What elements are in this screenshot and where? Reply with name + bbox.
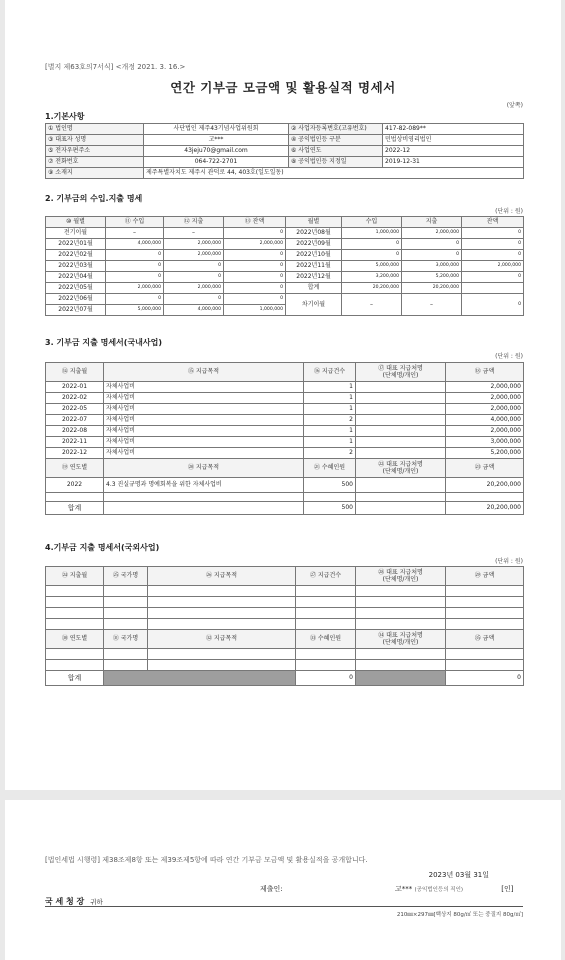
table-cell: 자체사업비 bbox=[104, 415, 304, 426]
column-header: ㉖ 지급목적 bbox=[148, 567, 296, 586]
overseas-unit: (단위 : 원) bbox=[495, 558, 523, 565]
total-row bbox=[46, 671, 524, 686]
submitter-signature bbox=[395, 884, 514, 894]
table-cell: 2,000,000 bbox=[402, 228, 462, 239]
table-cell: 4,000,000 bbox=[446, 415, 524, 426]
domestic-unit: (단위 : 원) bbox=[495, 353, 523, 360]
table-cell: 20,200,000 bbox=[402, 283, 462, 294]
empty-cell bbox=[104, 649, 148, 660]
table-cell: 합계 bbox=[286, 283, 342, 294]
table-row bbox=[46, 597, 524, 608]
table-cell: 2022-05 bbox=[46, 404, 104, 415]
table-cell: 0 bbox=[224, 294, 286, 305]
table-cell: 0 bbox=[224, 272, 286, 283]
column-header: ⑩ 월별 bbox=[46, 217, 106, 228]
table-cell: 고*** bbox=[144, 135, 289, 146]
submitter-name: 고*** bbox=[395, 885, 413, 893]
header-line: ㉒ 대표 지급처명 bbox=[378, 461, 423, 468]
table-cell: – bbox=[106, 228, 164, 239]
empty-cell bbox=[446, 660, 524, 671]
table-cell: – bbox=[164, 228, 224, 239]
table-cell: 20,200,000 bbox=[446, 478, 524, 493]
table-cell: 자체사업비 bbox=[104, 448, 304, 459]
table-cell: 2,000,000 bbox=[446, 426, 524, 437]
table-cell bbox=[356, 382, 446, 393]
table-row bbox=[46, 250, 524, 261]
table-cell: 064-722-2701 bbox=[144, 157, 289, 168]
empty-cell bbox=[296, 608, 356, 619]
recipient-name: 국 세 청 장 bbox=[45, 897, 85, 906]
table-cell: 0 bbox=[446, 671, 524, 686]
table-cell: 2022년11월 bbox=[286, 261, 342, 272]
column-header: ㉕ 국가명 bbox=[104, 567, 148, 586]
empty-cell bbox=[356, 671, 446, 686]
column-header: ⑫ 지출 bbox=[164, 217, 224, 228]
table-cell: 0 bbox=[106, 294, 164, 305]
empty-cell bbox=[148, 649, 296, 660]
table-cell: 2,000,000 bbox=[446, 382, 524, 393]
table-cell: ⑨ 소재지 bbox=[46, 168, 144, 179]
empty-cell bbox=[46, 660, 104, 671]
header-line: (단체명/개인) bbox=[382, 468, 419, 475]
table-cell: 5,200,000 bbox=[402, 272, 462, 283]
table-cell: ③ 대표자 성명 bbox=[46, 135, 144, 146]
submitter-role: (공익법인등의 직인) bbox=[414, 887, 464, 893]
table-cell: 합계 bbox=[46, 502, 104, 515]
table-row bbox=[46, 649, 524, 660]
empty-cell bbox=[148, 660, 296, 671]
empty-cell bbox=[104, 597, 148, 608]
table-cell: 2022-01 bbox=[46, 382, 104, 393]
table-row bbox=[46, 124, 524, 135]
page-side-note: (앞쪽) bbox=[506, 102, 523, 109]
table-cell: ⑥ 사업연도 bbox=[289, 146, 383, 157]
table-cell: 0 bbox=[402, 250, 462, 261]
table-row bbox=[46, 586, 524, 597]
header-line: ㉘ 대표 지급처명 bbox=[378, 569, 423, 576]
empty-cell bbox=[356, 597, 446, 608]
column-header: 월별 bbox=[286, 217, 342, 228]
column-header: 잔액 bbox=[462, 217, 524, 228]
section-basic-title: 1.기본사항 bbox=[45, 112, 85, 121]
table-cell: 0 bbox=[462, 239, 524, 250]
empty-cell bbox=[46, 586, 104, 597]
table-cell: 0 bbox=[224, 250, 286, 261]
form-sheet-front bbox=[5, 0, 561, 790]
overseas-table bbox=[45, 566, 524, 686]
header-line: ㉞ 대표 지급처명 bbox=[378, 632, 423, 639]
document-title: 연간 기부금 모금액 및 활용실적 명세서 bbox=[170, 80, 396, 95]
table-cell: 0 bbox=[296, 671, 356, 686]
table-cell: 2,000,000 bbox=[164, 250, 224, 261]
table-cell: 4,000,000 bbox=[164, 305, 224, 316]
header-row bbox=[46, 630, 524, 649]
submission-date: 2023년 03월 31일 bbox=[428, 871, 489, 879]
income-unit: (단위 : 원) bbox=[495, 208, 523, 215]
table-cell: 3,000,000 bbox=[402, 261, 462, 272]
empty-cell bbox=[304, 493, 356, 502]
table-cell: 3,000,000 bbox=[446, 437, 524, 448]
table-row bbox=[46, 228, 524, 239]
empty-cell bbox=[356, 619, 446, 630]
table-cell: 2,000,000 bbox=[106, 283, 164, 294]
header-line: ⑰ 대표 지급처명 bbox=[378, 365, 423, 372]
table-cell: 2022-07 bbox=[46, 415, 104, 426]
table-cell: 합계 bbox=[46, 671, 104, 686]
table-cell: 2,000,000 bbox=[164, 283, 224, 294]
header-row bbox=[46, 363, 524, 382]
table-cell: 1,000,000 bbox=[224, 305, 286, 316]
empty-cell bbox=[296, 597, 356, 608]
empty-cell bbox=[46, 608, 104, 619]
table-cell: 2022년02월 bbox=[46, 250, 106, 261]
table-cell: 500 bbox=[304, 478, 356, 493]
table-cell: 자체사업비 bbox=[104, 393, 304, 404]
table-row bbox=[46, 272, 524, 283]
table-cell: 3,200,000 bbox=[342, 272, 402, 283]
table-cell bbox=[462, 283, 524, 294]
table-cell: 2022년09월 bbox=[286, 239, 342, 250]
column-header: ㉛ 국가명 bbox=[104, 630, 148, 649]
table-cell: 제주특별자치도 제주시 관덕로 44, 403호(일도일동) bbox=[144, 168, 524, 179]
empty-cell bbox=[104, 493, 304, 502]
empty-cell bbox=[356, 660, 446, 671]
table-row bbox=[46, 239, 524, 250]
table-cell: ④ 공익법인등 구분 bbox=[289, 135, 383, 146]
table-row bbox=[46, 382, 524, 393]
column-header: ⑪ 수입 bbox=[106, 217, 164, 228]
table-cell: 2022-12 bbox=[383, 146, 524, 157]
table-cell: 2,000,000 bbox=[224, 239, 286, 250]
table-cell: 0 bbox=[164, 294, 224, 305]
table-cell: 2019-12-31 bbox=[383, 157, 524, 168]
table-cell: 0 bbox=[342, 250, 402, 261]
legal-basis-text: [법인세법 시행령] 제38조제8항 또는 제39조제5항에 따라 연간 기부금 모금액 및 활용실적을 공개합니다. bbox=[45, 856, 368, 864]
empty-cell bbox=[46, 649, 104, 660]
empty-cell bbox=[148, 597, 296, 608]
table-cell: 2022년06월 bbox=[46, 294, 106, 305]
paper-spec: 210㎜×297㎜[백상지 80g/㎡ 또는 중질지 80g/㎡] bbox=[396, 912, 523, 918]
table-row bbox=[46, 448, 524, 459]
table-cell: ② 사업자등록번호(고유번호) bbox=[289, 124, 383, 135]
column-header: ㉔ 지출월 bbox=[46, 567, 104, 586]
empty-cell bbox=[296, 649, 356, 660]
table-cell: 2022년07월 bbox=[46, 305, 106, 316]
table-cell: 1 bbox=[304, 426, 356, 437]
table-cell: 자체사업비 bbox=[104, 382, 304, 393]
table-cell: 417-82-089** bbox=[383, 124, 524, 135]
table-cell: 2022 bbox=[46, 478, 104, 493]
table-cell: 민법상비영리법인 bbox=[383, 135, 524, 146]
column-header: ⑭ 지출월 bbox=[46, 363, 104, 382]
table-cell: 2 bbox=[304, 415, 356, 426]
basic-info-table bbox=[45, 123, 524, 179]
recipient-suffix: 귀하 bbox=[90, 898, 103, 906]
header-line: (단체명/개인) bbox=[382, 639, 419, 646]
empty-cell bbox=[104, 619, 148, 630]
table-row bbox=[46, 135, 524, 146]
table-cell: 0 bbox=[342, 239, 402, 250]
empty-cell bbox=[356, 586, 446, 597]
column-header bbox=[356, 459, 446, 478]
column-header: ㉑ 수혜인원 bbox=[304, 459, 356, 478]
total-row bbox=[46, 502, 524, 515]
empty-cell bbox=[148, 619, 296, 630]
table-cell: 20,200,000 bbox=[446, 502, 524, 515]
table-cell: 2 bbox=[304, 448, 356, 459]
empty-cell bbox=[104, 671, 296, 686]
table-cell: 2022년05월 bbox=[46, 283, 106, 294]
income-table bbox=[45, 216, 524, 316]
column-header: ⑳ 지급목적 bbox=[104, 459, 304, 478]
table-cell: 2,000,000 bbox=[164, 239, 224, 250]
table-cell: 0 bbox=[164, 261, 224, 272]
table-cell: 1,000,000 bbox=[342, 228, 402, 239]
column-header: ⑱ 금액 bbox=[446, 363, 524, 382]
table-cell: 20,200,000 bbox=[342, 283, 402, 294]
table-row bbox=[46, 393, 524, 404]
empty-cell bbox=[104, 660, 148, 671]
table-cell: 2022-08 bbox=[46, 426, 104, 437]
table-cell: 0 bbox=[164, 272, 224, 283]
table-cell: 4,000,000 bbox=[106, 239, 164, 250]
footer-divider bbox=[45, 906, 523, 907]
table-row bbox=[46, 404, 524, 415]
empty-cell bbox=[46, 619, 104, 630]
table-cell: 2022년04월 bbox=[46, 272, 106, 283]
table-cell: 1 bbox=[304, 437, 356, 448]
empty-cell bbox=[446, 597, 524, 608]
empty-cell bbox=[446, 586, 524, 597]
table-row bbox=[46, 619, 524, 630]
table-row bbox=[46, 426, 524, 437]
table-cell bbox=[356, 426, 446, 437]
table-cell: 0 bbox=[106, 250, 164, 261]
empty-cell bbox=[356, 608, 446, 619]
empty-cell bbox=[446, 649, 524, 660]
table-cell: 차기이월 bbox=[286, 294, 342, 316]
table-cell: 0 bbox=[224, 261, 286, 272]
form-number: [별지 제63호의7서식] <개정 2021. 3. 16.> bbox=[45, 63, 186, 71]
table-cell: 500 bbox=[304, 502, 356, 515]
table-cell: 자체사업비 bbox=[104, 404, 304, 415]
table-cell bbox=[356, 415, 446, 426]
table-cell bbox=[356, 404, 446, 415]
table-cell: ⑦ 전화번호 bbox=[46, 157, 144, 168]
empty-cell bbox=[148, 608, 296, 619]
empty-cell bbox=[104, 586, 148, 597]
table-cell: – bbox=[342, 294, 402, 316]
table-cell: 사단법인 제주43기념사업위원회 bbox=[144, 124, 289, 135]
table-cell: 0 bbox=[224, 283, 286, 294]
column-header: ⑬ 잔액 bbox=[224, 217, 286, 228]
table-cell: 2022-02 bbox=[46, 393, 104, 404]
header-row bbox=[46, 217, 524, 228]
table-row bbox=[46, 146, 524, 157]
column-header: ㉝ 수혜인원 bbox=[296, 630, 356, 649]
table-cell bbox=[356, 448, 446, 459]
empty-cell bbox=[446, 608, 524, 619]
header-row bbox=[46, 459, 524, 478]
table-cell: 2,000,000 bbox=[446, 393, 524, 404]
table-row bbox=[46, 608, 524, 619]
table-cell: 2,000,000 bbox=[446, 404, 524, 415]
section-income-title: 2. 기부금의 수입.지출 명세 bbox=[45, 194, 143, 203]
column-header: ㉗ 지급건수 bbox=[296, 567, 356, 586]
section-domestic-title: 3. 기부금 지출 명세서(국내사업) bbox=[45, 338, 163, 347]
table-cell: 2022-11 bbox=[46, 437, 104, 448]
table-cell: 2022년03월 bbox=[46, 261, 106, 272]
table-cell: 1 bbox=[304, 393, 356, 404]
table-row bbox=[46, 168, 524, 179]
table-cell: 0 bbox=[462, 272, 524, 283]
column-header: ㉜ 지급목적 bbox=[148, 630, 296, 649]
empty-cell bbox=[446, 619, 524, 630]
table-cell: 전기이월 bbox=[46, 228, 106, 239]
empty-cell bbox=[296, 660, 356, 671]
table-cell: 5,000,000 bbox=[342, 261, 402, 272]
table-cell: 자체사업비 bbox=[104, 437, 304, 448]
empty-cell bbox=[148, 586, 296, 597]
table-cell: 5,200,000 bbox=[446, 448, 524, 459]
table-cell: 5,000,000 bbox=[106, 305, 164, 316]
seal-mark: [인] bbox=[501, 885, 514, 893]
empty-cell bbox=[296, 619, 356, 630]
table-cell: 1 bbox=[304, 382, 356, 393]
table-cell: 자체사업비 bbox=[104, 426, 304, 437]
table-row bbox=[46, 294, 524, 305]
column-header bbox=[356, 630, 446, 649]
table-cell: 4.3 진실규명과 명예회복을 위한 자체사업비 bbox=[104, 478, 304, 493]
column-header: 지출 bbox=[402, 217, 462, 228]
header-line: (단체명/개인) bbox=[382, 372, 419, 379]
table-cell: 0 bbox=[462, 294, 524, 316]
table-row bbox=[46, 437, 524, 448]
table-row bbox=[46, 261, 524, 272]
table-cell bbox=[356, 478, 446, 493]
table-cell: 2022년10월 bbox=[286, 250, 342, 261]
table-cell bbox=[104, 502, 304, 515]
column-header: ⑮ 지급목적 bbox=[104, 363, 304, 382]
table-cell: 2,000,000 bbox=[462, 261, 524, 272]
table-cell: 0 bbox=[106, 272, 164, 283]
table-cell: 2022-12 bbox=[46, 448, 104, 459]
column-header: ⑯ 지급건수 bbox=[304, 363, 356, 382]
table-cell: 2022년01월 bbox=[46, 239, 106, 250]
table-cell bbox=[356, 502, 446, 515]
table-cell: 0 bbox=[462, 228, 524, 239]
table-cell: 0 bbox=[224, 228, 286, 239]
table-row bbox=[46, 493, 524, 502]
table-cell: 2022년08월 bbox=[286, 228, 342, 239]
header-line: (단체명/개인) bbox=[382, 576, 419, 583]
table-cell: 0 bbox=[106, 261, 164, 272]
section-overseas-title: 4.기부금 지출 명세서(국외사업) bbox=[45, 543, 160, 552]
table-cell bbox=[356, 437, 446, 448]
empty-cell bbox=[296, 586, 356, 597]
form-sheet-footer bbox=[5, 800, 561, 960]
table-cell: – bbox=[402, 294, 462, 316]
domestic-table bbox=[45, 362, 524, 515]
header-row bbox=[46, 567, 524, 586]
empty-cell bbox=[46, 597, 104, 608]
column-header: ㉙ 금액 bbox=[446, 567, 524, 586]
table-cell: ① 법인명 bbox=[46, 124, 144, 135]
table-cell bbox=[356, 393, 446, 404]
table-cell: ⑤ 전자우편주소 bbox=[46, 146, 144, 157]
empty-cell bbox=[356, 649, 446, 660]
table-cell: 0 bbox=[462, 250, 524, 261]
empty-cell bbox=[46, 493, 104, 502]
column-header bbox=[356, 363, 446, 382]
table-row bbox=[46, 283, 524, 294]
table-cell: ⑧ 공익법인등 지정일 bbox=[289, 157, 383, 168]
table-row bbox=[46, 157, 524, 168]
empty-cell bbox=[446, 493, 524, 502]
column-header: ㉚ 연도별 bbox=[46, 630, 104, 649]
table-row bbox=[46, 415, 524, 426]
table-row bbox=[46, 660, 524, 671]
column-header: ⑲ 연도별 bbox=[46, 459, 104, 478]
table-cell: 43jeju70@gmail.com bbox=[144, 146, 289, 157]
column-header: 수입 bbox=[342, 217, 402, 228]
table-cell: 1 bbox=[304, 404, 356, 415]
table-cell: 0 bbox=[402, 239, 462, 250]
table-row bbox=[46, 478, 524, 493]
submitter-label: 제출인: bbox=[260, 885, 283, 893]
column-header: ㉟ 금액 bbox=[446, 630, 524, 649]
table-cell: 2022년12월 bbox=[286, 272, 342, 283]
empty-cell bbox=[356, 493, 446, 502]
empty-cell bbox=[104, 608, 148, 619]
column-header: ㉓ 금액 bbox=[446, 459, 524, 478]
column-header bbox=[356, 567, 446, 586]
